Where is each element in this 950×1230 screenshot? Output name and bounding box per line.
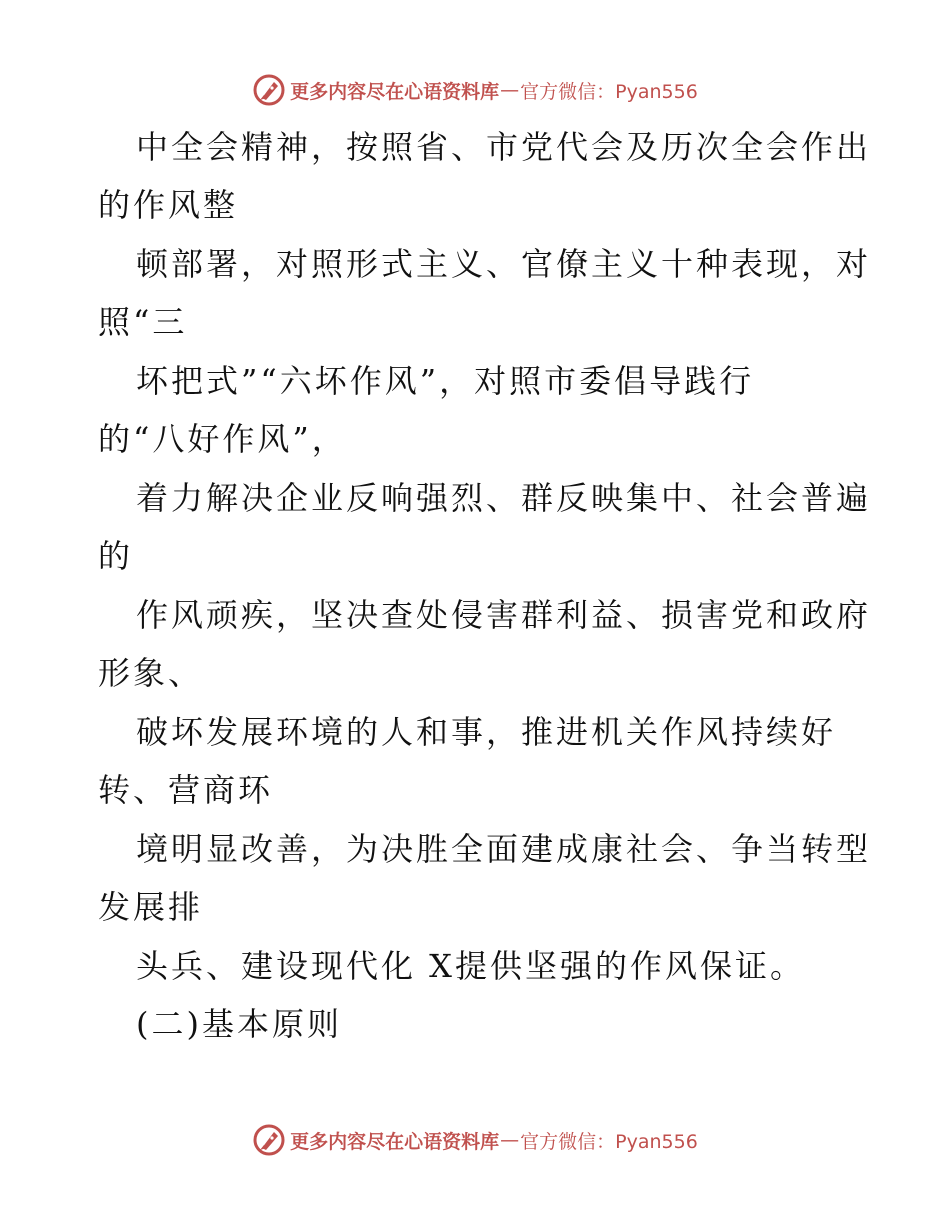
text-line: 的 [98, 537, 134, 575]
text-line: 顿部署，对照形式主义、官僚主义十种表现，对 [136, 245, 872, 283]
text-line: 发展排 [98, 888, 204, 926]
watermark-wechat: 官方微信：Pyan556 [520, 1130, 698, 1153]
text-line: 头兵、建设现代化 X提供坚强的作风保证。 [136, 947, 805, 985]
watermark-wechat: 官方微信：Pyan556 [520, 80, 698, 103]
text-line: 着力解决企业反响强烈、群反映集中、社会普遍 [136, 479, 872, 517]
text-line: 的“八好作风”， [98, 420, 347, 458]
watermark-separator: — [500, 1129, 520, 1151]
text-line: 照“三 [98, 303, 188, 341]
pen-nib-icon [252, 1123, 286, 1157]
text-line: 转、营商环 [98, 771, 274, 809]
text-line: 的作风整 [98, 186, 239, 224]
text-line: 坏把式”“六坏作风”，对照市委倡导践行 [136, 362, 755, 400]
text-line: 形象、 [98, 654, 204, 692]
watermark-separator: — [500, 79, 520, 101]
watermark-brand: 更多内容尽在心语资料库 [290, 80, 500, 103]
section-heading: (二)基本原则 [136, 1005, 342, 1043]
footer-watermark [0, 1120, 950, 1160]
text-line: 境明显改善，为决胜全面建成康社会、争当转型 [136, 830, 872, 868]
text-line: 作风顽疾，坚决查处侵害群利益、损害党和政府 [136, 596, 872, 634]
watermark-brand: 更多内容尽在心语资料库 [290, 1130, 500, 1153]
text-line: 中全会精神，按照省、市党代会及历次全会作出 [136, 128, 872, 166]
text-line: 破坏发展环境的人和事，推进机关作风持续好 [136, 713, 837, 751]
